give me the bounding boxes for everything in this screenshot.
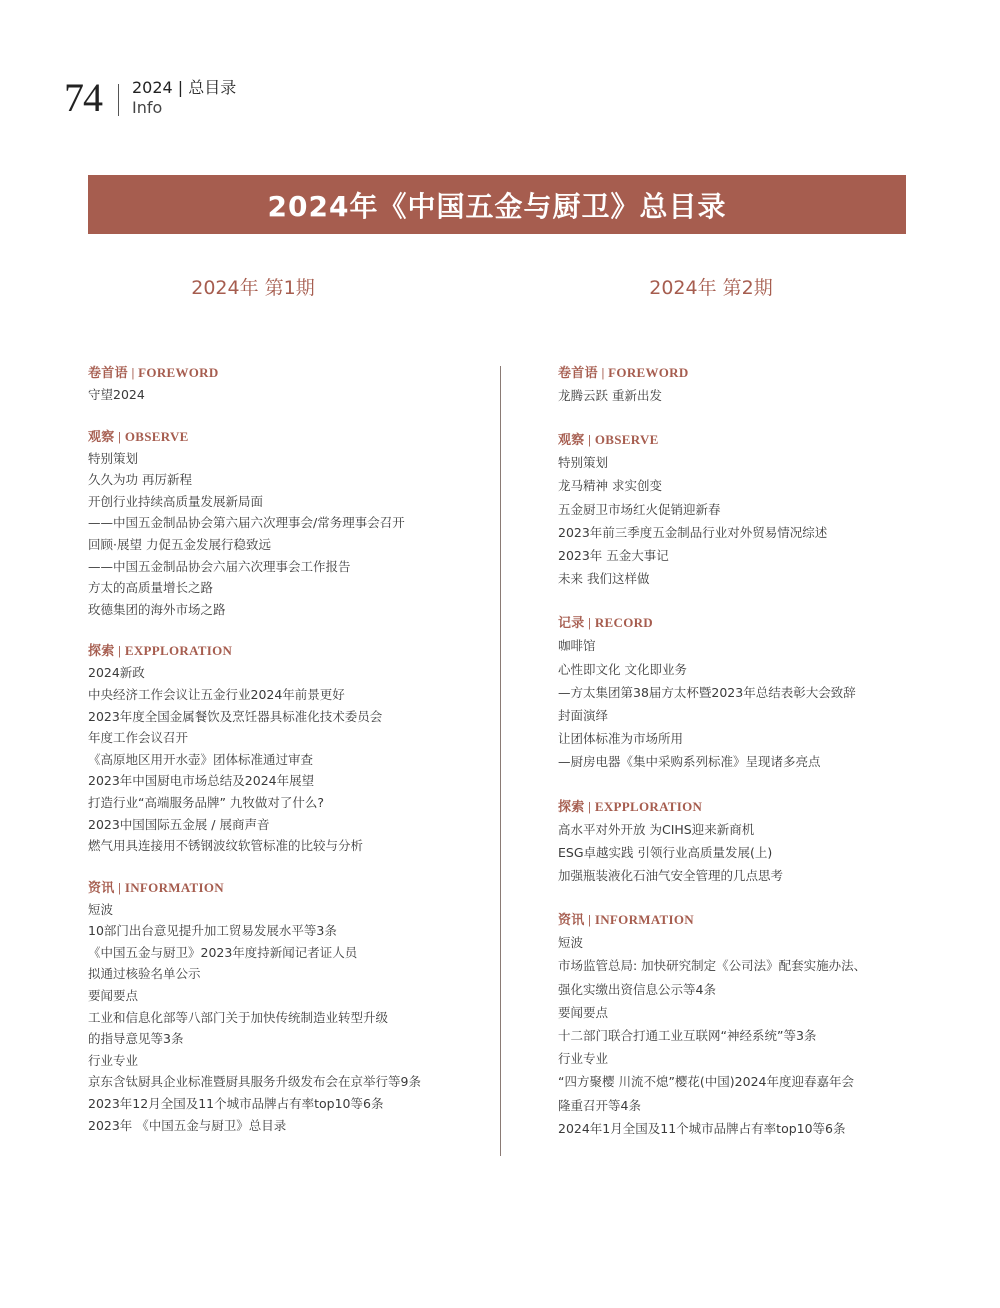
toc-item: 短波 [558,935,584,951]
column-divider [500,366,501,1156]
toc-item: ——中国五金制品协会六届六次理事会工作报告 [88,558,351,574]
toc-item: 工业和信息化部等八部门关于加快传统制造业转型升级 [88,1009,389,1025]
banner-title: 2024年《中国五金与厨卫》总目录 [267,189,727,223]
toc-item: 中央经济工作会议让五金行业2024年前景更好 [88,686,345,702]
toc-item: 的指导意见等3条 [88,1031,184,1047]
section-title: 探索 | EXPPLORATION [88,643,233,659]
toc-item: 特别策划 [558,455,609,471]
toc-item: ——中国五金制品协会第六届六次理事会/常务理事会召开 [88,515,405,531]
toc-item: 行业专业 [88,1052,139,1068]
toc-item: 五金厨卫市场红火促销迎新春 [558,501,721,517]
issue-2-section-record [558,612,938,773]
issue-2-section-information [558,909,938,1140]
toc-item: 要闻要点 [88,988,139,1004]
toc-item: 开创行业持续高质量发展新局面 [88,493,264,509]
toc-item: 久久为功 再厉新程 [88,472,192,488]
section-title: 记录 | RECORD [558,615,653,631]
issue-1-section-observe [88,426,468,621]
title-banner [88,175,906,234]
toc-item: 咖啡馆 [558,638,596,654]
page-number: 74 [64,75,102,120]
issue-2-section-foreword [558,362,938,407]
toc-item: 2023年中国厨电市场总结及2024年展望 [88,773,315,789]
issue-1-section-exploration [88,640,468,856]
toc-item: 回顾·展望 力促五金发展行稳致远 [88,536,271,552]
toc-item: 守望2024 [88,387,145,402]
issue-1-section-information [88,877,468,1137]
section-title: 观察 | OBSERVE [558,432,659,448]
toc-item: 2023中国国际五金展 / 展商声音 [88,816,270,832]
section-title: 观察 | OBSERVE [88,428,189,444]
issue-1-section-foreword [88,362,468,406]
toc-item: 强化实缴出资信息公示等4条 [558,981,716,997]
section-title: 资讯 | INFORMATION [88,879,224,895]
toc-item: 2023年度全国金属餐饮及烹饪器具标准化技术委员会 [88,708,383,724]
header-text [132,78,236,118]
toc-item: 未来 我们这样做 [558,571,650,587]
issue-1-title: 2024年 第1期 [191,277,315,299]
toc-item: 隆重召开等4条 [558,1097,641,1113]
toc-item: 让团体标准为市场所用 [558,731,684,747]
toc-item: 心性即文化 文化即业务 [558,661,687,677]
toc-item: 打造行业“高端服务品牌” 九牧做对了什么? [88,794,325,810]
toc-item: 短波 [88,901,114,917]
issue-2-title: 2024年 第2期 [649,277,773,299]
toc-item: 特别策划 [88,450,139,466]
section-title: 卷首语 | FOREWORD [558,365,689,380]
toc-item: 高水平对外开放 为CIHS迎来新商机 [558,821,755,837]
toc-item: 龙腾云跃 重新出发 [558,388,662,403]
toc-item: 2023年 五金大事记 [558,548,669,564]
toc-item: 年度工作会议召开 [88,730,189,746]
toc-item: 要闻要点 [558,1004,609,1020]
toc-item: —方太集团第38届方太杯暨2023年总结表彰大会致辞 [558,684,856,700]
toc-item: 燃气用具连接用不锈钢波纹软管标准的比较与分析 [88,838,364,854]
header-section-label: 2024 | 总目录 [132,78,237,97]
toc-item: 玫德集团的海外市场之路 [88,601,226,617]
toc-item: 行业专业 [558,1051,609,1067]
toc-item: 2023年前三季度五金制品行业对外贸易情况综述 [558,524,828,540]
toc-item: ESG卓越实践 引领行业高质量发展(上) [558,844,773,860]
toc-item: —厨房电器《集中采购系列标准》呈现诸多亮点 [558,754,821,770]
toc-item: “四方聚樱 川流不熄”樱花(中国)2024年度迎春嘉年会 [558,1074,854,1090]
toc-item: 方太的高质量增长之路 [88,580,214,596]
section-title: 卷首语 | FOREWORD [88,365,219,380]
toc-item: 拟通过核验名单公示 [88,966,201,982]
toc-item: 10部门出台意见提升加工贸易发展水平等3条 [88,923,337,939]
header-section-sublabel: Info [132,98,163,117]
toc-item: 《中国五金与厨卫》2023年度持新闻记者证人员 [88,944,358,960]
toc-item: 2023年 《中国五金与厨卫》总目录 [88,1117,287,1133]
toc-item: 2024新政 [88,665,145,681]
toc-item: 十二部门联合打通工业互联网“神经系统”等3条 [558,1028,817,1044]
issue-2-section-exploration [558,796,938,888]
issue-1-column [88,362,468,1156]
section-title: 探索 | EXPPLORATION [558,798,703,814]
toc-item: 龙马精神 求实创变 [558,478,662,494]
toc-item: 2024年1月全国及11个城市品牌占有率top10等6条 [558,1120,846,1136]
toc-item: 加强瓶装液化石油气安全管理的几点思考 [558,868,784,884]
issue-2-section-observe [558,429,938,590]
section-title: 资讯 | INFORMATION [558,912,694,928]
issue-2-column [558,362,938,1162]
toc-item: 封面演绎 [558,708,609,724]
toc-item: 2023年12月全国及11个城市品牌占有率top10等6条 [88,1096,384,1112]
toc-item: 京东含钛厨具企业标准暨厨具服务升级发布会在京举行等9条 [88,1074,421,1090]
toc-item: 《高原地区用开水壶》团体标准通过审查 [88,751,314,767]
header-divider [118,84,119,116]
toc-item: 市场监管总局: 加快研究制定《公司法》配套实施办法、 [558,958,867,974]
